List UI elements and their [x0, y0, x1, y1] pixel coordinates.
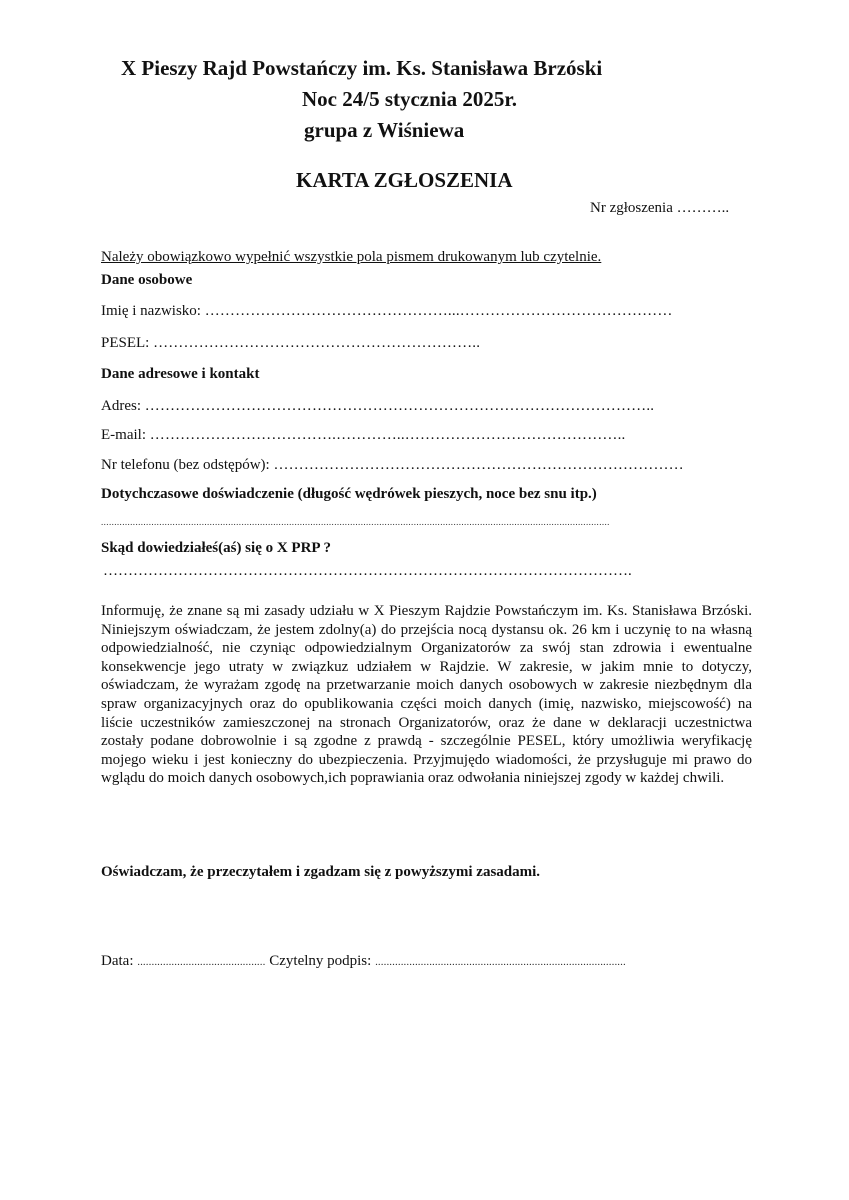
address-heading: Dane adresowe i kontakt [101, 366, 260, 382]
pesel-dots[interactable]: ……………………………………………………….. [153, 335, 481, 351]
event-date: Noc 24/5 stycznia 2025r. [302, 87, 518, 111]
name-field[interactable] [101, 303, 673, 320]
email-field[interactable] [101, 427, 626, 444]
name-dots[interactable]: …………………………………………...…………………………………… [204, 303, 673, 319]
experience-dots[interactable]: ................................................................................................................................................................................................ [101, 517, 610, 527]
experience-heading: Dotychczasowe doświadczenie (długość wędrówek pieszych, noce bez snu itp.) [101, 486, 597, 502]
consent-statement: Informuję, że znane są mi zasady udziału w X Pieszym Rajdzie Powstańczym im. Ks. Stanisława Brzóski. Niniejszym oświadczam, że jestem zdolny(a) do przejścia nocą dystansu ok. 26 km i uczynię to na własną odpowiedzialność, nie czyniąc odpowiedzialnym Organizatorów za swój stan zdrowia i ewentualne konsekwencje jego utraty w związkuz udziałem w Rajdzie. W zakresie, w jakim mnie to dotyczy, oświadczam, że wyrażam zgodę na przetwarzanie moich danych osobowych w zakresie niezbędnym dla spraw organizacyjnych oraz do opublikowania części moich danych (imię, nazwisko, miejscowość) na liście uczestników zamieszczonej na stronach Organizatorów, oraz że dane w deklaracji uczestnictwa zostały podane dobrowolnie i są zgodne z prawdą - szczególnie PESEL, który umożliwia weryfikację mojego wieku i jest konieczny do ubezpieczenia. Przyjmujędo wiadomości, że przysługuje mi prawo do wglądu do moich danych osobowych,ich poprawiania oraz odwołania niniejszej zgody w każdej chwili. [101, 603, 752, 787]
date-label: Data: [101, 953, 134, 969]
date-dots[interactable]: ............................................. [137, 956, 266, 968]
address-label: Adres: [101, 398, 141, 414]
address-dots[interactable]: ……………………………………………………………………………………….. [144, 398, 655, 414]
signature-dots[interactable]: ........................................................................................ [375, 956, 626, 968]
email-label: E-mail: [101, 427, 146, 443]
fill-instruction: Należy obowiązkowo wypełnić wszystkie pola pismem drukowanym lub czytelnie. [101, 249, 602, 265]
registration-number: Nr zgłoszenia ……….. [590, 200, 730, 216]
name-label: Imię i nazwisko: [101, 303, 201, 319]
pesel-field[interactable] [101, 335, 480, 352]
source-heading: Skąd dowiedziałeś(aś) się o X PRP ? [101, 540, 332, 556]
phone-dots[interactable]: ……………………………………………………………………… [273, 457, 684, 473]
address-field[interactable] [101, 398, 654, 415]
signature-row [101, 953, 626, 970]
email-dots[interactable]: ……………………………….…………..…………………………………….. [149, 427, 626, 443]
event-title: X Pieszy Rajd Powstańczy im. Ks. Stanisława Brzóski [121, 56, 603, 80]
personal-data-heading: Dane osobowe [101, 272, 193, 288]
group-name: grupa z Wiśniewa [304, 118, 465, 142]
pesel-label: PESEL: [101, 335, 150, 351]
phone-field[interactable] [101, 457, 684, 474]
signature-label: Czytelny podpis: [269, 953, 372, 969]
form-title: KARTA ZGŁOSZENIA [296, 168, 513, 192]
source-dots[interactable]: ……………………………………………………………………………………………. [103, 563, 632, 579]
phone-label: Nr telefonu (bez odstępów): [101, 457, 270, 473]
declaration: Oświadczam, że przeczytałem i zgadzam się z powyższymi zasadami. [101, 864, 541, 880]
